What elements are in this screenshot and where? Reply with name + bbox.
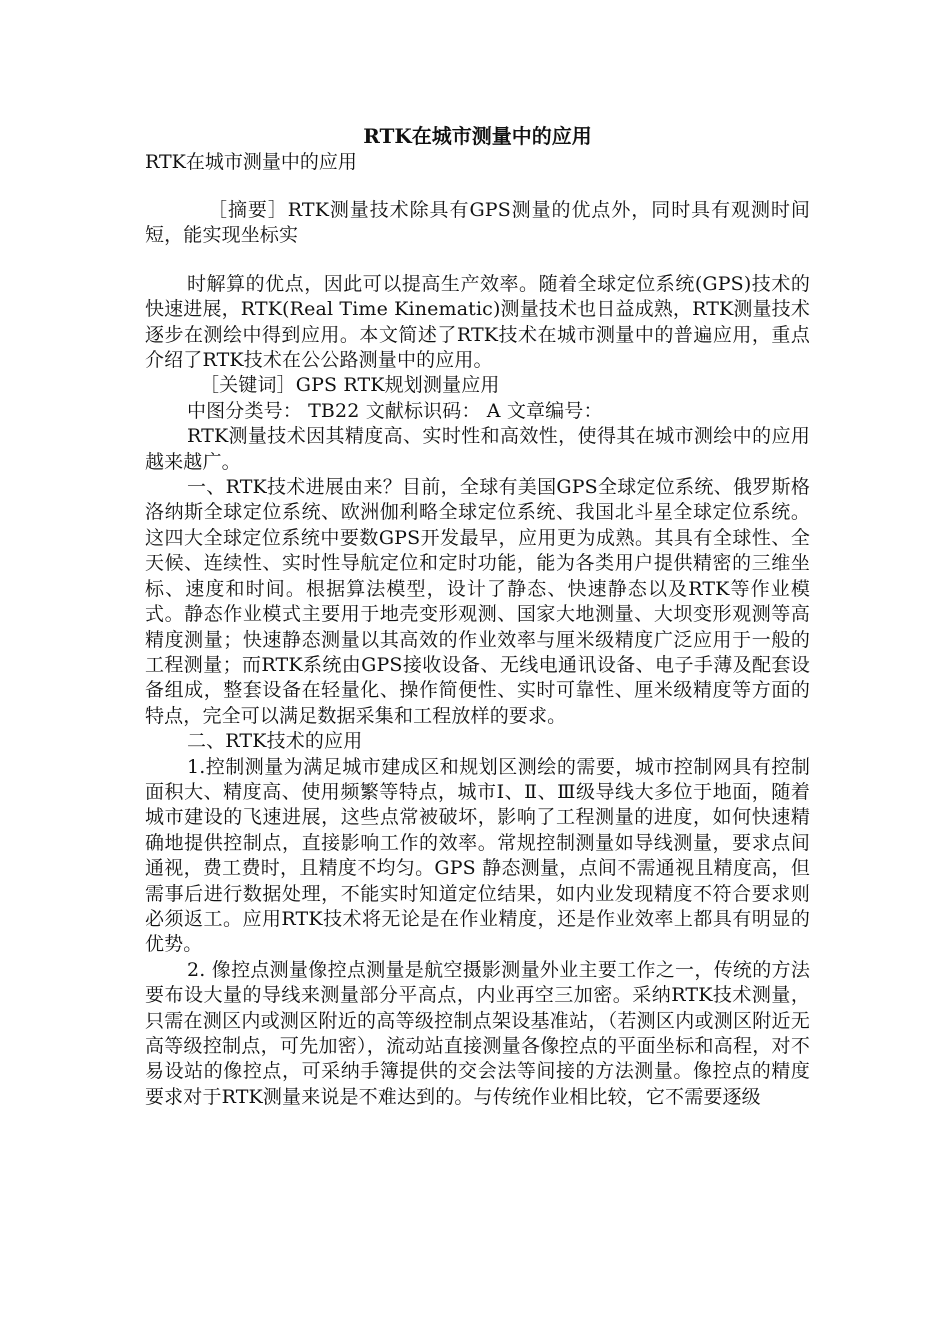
- abstract-paragraph-1: ［摘要］RTK测量技术除具有GPS测量的优点外，同时具有观测时间短，能实现坐标实: [145, 199, 810, 247]
- section-2-paragraph-1: 1.控制测量为满足城市建成区和规划区测绘的需要，城市控制网具有控制面积大、精度高、使用频繁等特点，城市Ⅰ、Ⅱ、Ⅲ级导线大多位于地面，随着城市建设的飞速进展，这些点常被破坏，影响了工程测量的进度，如何快速精确地提供控制点，直接影响工作的效率。常规控制测量如导线测量，要求点间通视，费工费时，且精度不均匀。GPS 静态测量，点间不需通视且精度高，但需事后进行数据处理，不能实时知道定位结果，如内业发现精度不符合要求则必须返工。应用RTK技术将无论是在作业精度，还是作业效率上都具有明显的优势。: [145, 755, 810, 956]
- intro-paragraph: RTK测量技术因其精度高、实时性和高效性，使得其在城市测绘中的应用越来越广。: [145, 425, 810, 473]
- abstract-paragraph-2: 时解算的优点，因此可以提高生产效率。随着全球定位系统(GPS)技术的快速进展，RTK(Real Time Kinematic)测量技术也日益成熟，RTK测量技术逐步在测绘中得到应用。本文简述了RTK技术在城市测量中的普遍应用，重点介绍了RTK技术在公公路测量中的应用。: [145, 272, 810, 372]
- section-1-paragraph: 一、RTK技术进展由来？目前，全球有美国GPS全球定位系统、俄罗斯格洛纳斯全球定位系统、欧洲伽利略全球定位系统、我国北斗星全球定位系统。这四大全球定位系统中要数GPS开发最早，应用更为成熟。其具有全球性、全天候、连续性、实时性导航定位和定时功能，能为各类用户提供精密的三维坐标、速度和时间。根据算法模型，设计了静态、快速静态以及RTK等作业模式。静态作业模式主要用于地壳变形观测、国家大地测量、大坝变形观测等高精度测量；快速静态测量以其高效的作业效率与厘米级精度广泛应用于一般的工程测量；而RTK系统由GPS接收设备、无线电通讯设备、电子手薄及配套设备组成，整套设备在轻量化、操作简便性、实时可靠性、厘米级精度等方面的特点，完全可以满足数据采集和工程放样的要求。: [145, 476, 810, 727]
- spacer: [145, 249, 810, 272]
- spacer: [145, 175, 810, 198]
- document-page: [145, 122, 810, 1110]
- document-title: RTK在城市测量中的应用: [363, 124, 592, 148]
- document-subtitle: RTK在城市测量中的应用: [145, 151, 357, 173]
- section-2-heading: 二、RTK技术的应用: [187, 730, 363, 753]
- keywords-line: ［关键词］GPS RTK规划测量应用: [200, 374, 500, 397]
- section-2-paragraph-2: 2. 像控点测量像控点测量是航空摄影测量外业主要工作之一，传统的方法要布设大量的导线来测量部分平高点，内业再空三加密。采纳RTK技术测量，只需在测区内或测区附近的高等级控制点架设基准站，（若测区内或测区附近无高等级控制点，可先加密），流动站直接测量各像控点的平面坐标和高程，对不易设站的像控点，可采纳手簿提供的交会法等间接的方法测量。像控点的精度要求对于RTK测量来说是不难达到的。与传统作业相比较，它不需要逐级: [145, 958, 810, 1108]
- classification-line: 中图分类号： TB22 文献标识码： A 文章编号：: [187, 399, 603, 422]
